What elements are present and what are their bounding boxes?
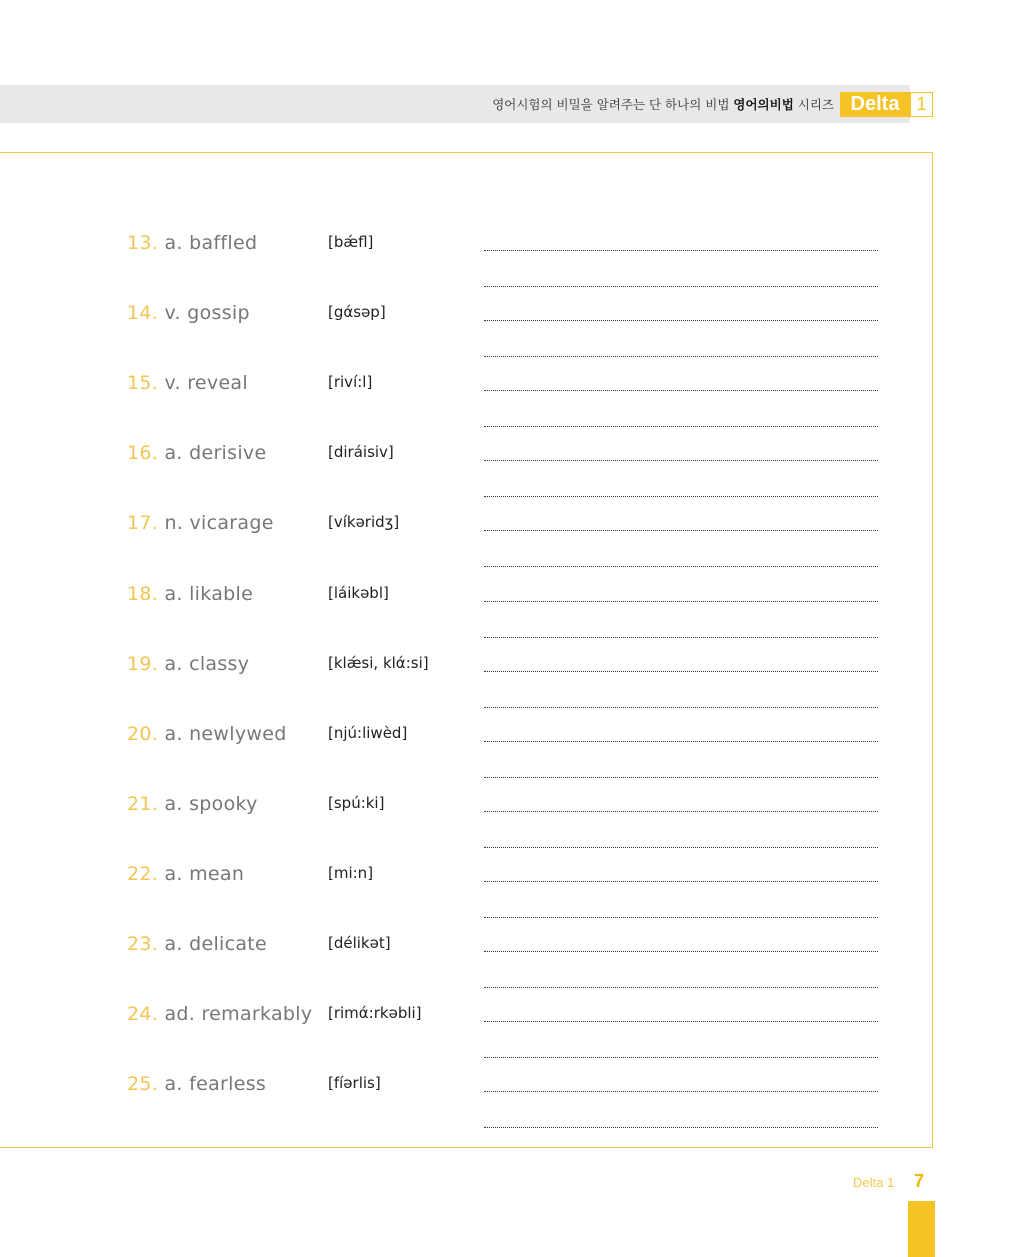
entry-word: v. gossip — [164, 302, 250, 324]
writing-line — [484, 426, 878, 427]
footer-series-label: Delta 1 — [853, 1175, 895, 1190]
writing-line — [484, 811, 878, 812]
page-number: 7 — [914, 1171, 925, 1191]
entry-word: a. delicate — [164, 933, 268, 955]
entry-number: 24. — [127, 1003, 159, 1025]
writing-line — [484, 601, 878, 602]
brand-badge: Delta — [840, 92, 910, 117]
entry-term — [127, 372, 248, 394]
entry-number: 22. — [127, 863, 159, 885]
writing-line — [484, 460, 878, 461]
entry-word: a. classy — [164, 653, 250, 675]
entry-pronunciation: [mi:n] — [328, 864, 374, 882]
entry-term — [127, 933, 267, 955]
series-tagline — [492, 95, 834, 113]
level-badge: 1 — [910, 92, 933, 117]
vocabulary-entry — [0, 933, 1020, 973]
writing-line — [484, 777, 878, 778]
entry-number: 25. — [127, 1073, 159, 1095]
entry-number: 20. — [127, 723, 159, 745]
entry-pronunciation: [spú:ki] — [328, 794, 385, 812]
vocabulary-entry — [0, 583, 1020, 623]
entry-term — [127, 863, 244, 885]
entry-pronunciation: [gάsəp] — [328, 303, 386, 321]
entry-number: 15. — [127, 372, 159, 394]
vocabulary-entry — [0, 372, 1020, 412]
writing-line — [484, 881, 878, 882]
entry-word: v. reveal — [164, 372, 248, 394]
entry-term — [127, 583, 253, 605]
writing-line — [484, 496, 878, 497]
writing-line — [484, 917, 878, 918]
tagline-prefix: 영어시험의 비밀을 알려주는 단 하나의 비법 — [492, 97, 730, 112]
entry-number: 18. — [127, 583, 159, 605]
entry-pronunciation: [délikət] — [328, 934, 391, 952]
entry-term — [127, 512, 274, 534]
entry-pronunciation: [rimά:rkəbli] — [328, 1004, 422, 1022]
entry-number: 19. — [127, 653, 159, 675]
writing-line — [484, 250, 878, 251]
entry-word: a. likable — [164, 583, 254, 605]
entry-term — [127, 1073, 266, 1095]
vocabulary-entry — [0, 723, 1020, 763]
writing-line — [484, 566, 878, 567]
writing-line — [484, 847, 878, 848]
vocabulary-entry — [0, 512, 1020, 552]
entry-term — [127, 442, 266, 464]
vocabulary-entry — [0, 653, 1020, 693]
writing-line — [484, 671, 878, 672]
writing-line — [484, 987, 878, 988]
vocabulary-entry — [0, 232, 1020, 272]
entry-term — [127, 232, 257, 254]
writing-line — [484, 1127, 878, 1128]
entry-term — [127, 1003, 312, 1025]
vocabulary-entry — [0, 302, 1020, 342]
writing-line — [484, 741, 878, 742]
page-edge-tab — [908, 1201, 935, 1257]
entry-pronunciation: [njú:liwèd] — [328, 724, 408, 742]
entry-word: ad. remarkably — [164, 1003, 313, 1025]
vocabulary-entry — [0, 442, 1020, 482]
entry-word: n. vicarage — [164, 512, 274, 534]
entry-word: a. spooky — [164, 793, 258, 815]
writing-line — [484, 1057, 878, 1058]
vocabulary-entry — [0, 1073, 1020, 1113]
entry-number: 13. — [127, 232, 159, 254]
vocabulary-entry — [0, 863, 1020, 903]
entry-number: 14. — [127, 302, 159, 324]
entry-number: 17. — [127, 512, 159, 534]
entry-pronunciation: [diráisiv] — [328, 443, 394, 461]
vocabulary-entry — [0, 793, 1020, 833]
entry-number: 16. — [127, 442, 159, 464]
entry-term — [127, 723, 287, 745]
entry-number: 21. — [127, 793, 159, 815]
entry-pronunciation: [klǽsi, klά:si] — [328, 654, 429, 672]
writing-line — [484, 356, 878, 357]
tagline-suffix: 시리즈 — [797, 97, 834, 112]
writing-line — [484, 951, 878, 952]
entry-word: a. fearless — [164, 1073, 267, 1095]
entry-word: a. derisive — [164, 442, 267, 464]
tagline-series-name: 영어의비법 — [733, 97, 794, 112]
entry-pronunciation: [láikəbl] — [328, 584, 389, 602]
entry-pronunciation: [víkəridʒ] — [328, 513, 400, 531]
writing-line — [484, 637, 878, 638]
entry-pronunciation: [bǽfl] — [328, 233, 374, 251]
entry-term — [127, 302, 250, 324]
entry-word: a. newlywed — [164, 723, 287, 745]
writing-line — [484, 1021, 878, 1022]
writing-line — [484, 390, 878, 391]
entry-word: a. mean — [164, 863, 245, 885]
entry-word: a. baffled — [164, 232, 258, 254]
writing-line — [484, 530, 878, 531]
writing-line — [484, 1091, 878, 1092]
entry-term — [127, 793, 258, 815]
entry-pronunciation: [riví:l] — [328, 373, 373, 391]
entry-pronunciation: [fíərlis] — [328, 1074, 381, 1092]
vocabulary-entry — [0, 1003, 1020, 1043]
entry-number: 23. — [127, 933, 159, 955]
entry-term — [127, 653, 249, 675]
writing-line — [484, 286, 878, 287]
writing-line — [484, 707, 878, 708]
writing-line — [484, 320, 878, 321]
